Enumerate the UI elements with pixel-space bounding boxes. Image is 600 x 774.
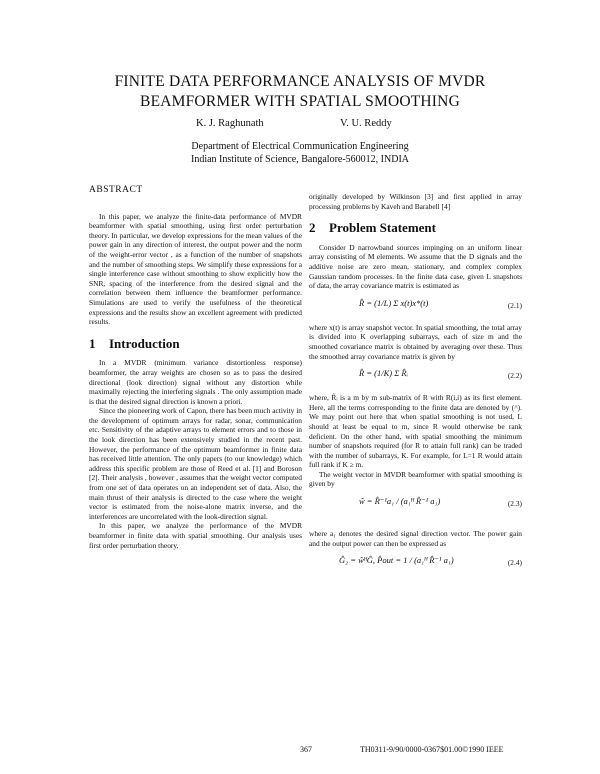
left-column [89, 186, 302, 550]
equation-2-4 [309, 550, 522, 578]
equation-2-4-body: Ĝ₂ = ŵᴴĜ, P̂out = 1 / (a₁ᴴ R̂⁻¹ a₁) [339, 555, 454, 566]
equation-2-3 [309, 491, 522, 527]
affiliation-line-2: Indian Institute of Science, Bangalore-560012, INDIA [191, 154, 409, 165]
publication-code: TH0311-9/90/0000-0367$01.00©1990 IEEE [360, 745, 504, 754]
affiliation-line-1: Department of Electrical Communication Engineering [191, 141, 409, 152]
problem-paragraph-2: where x(t) is array snapshot vector. In spatial smoothing, the total array is divided into K overlapping subarrays, each of size m and the smoothed covariance matrix is obtained by averaging over these. Thus the smoothed array covariance matrix is given by [309, 322, 522, 361]
authors [0, 118, 600, 134]
equation-2-1 [309, 293, 522, 321]
intro-paragraph-2: Since the pioneering work of Capon, there has been much activity in the development of optimum arrays for radar, sonar, communication etc. Sensitivity of the adaptive arrays to element errors and to those in the look direction has been extensively studied in the recent past. However, the performance of the optimum beamformer in finite data has received little attention. The only papers (to our knowledge) which address this specific problem are those of Reed et al. [1] and Boroson [2]. Their analysis , however , assumes that the weight vector computed from one set of data operates on an independent set of data. Also, the main thrust of their analysis is directed to the case where the weight vector is estimated from the noise-alone matrix inverse, and the interferences are uncorrelated with the look-direction signal. [89, 406, 302, 521]
intro-paragraph-3: In this paper, we analyze the performance of the MVDR beamformer in finite data with spatial smoothing. Our analysis uses first order perturbation theory, [89, 521, 302, 550]
section-2-heading [309, 220, 522, 236]
author-1: K. J. Raghunath [196, 118, 264, 129]
affiliation [0, 140, 600, 166]
equation-2-2 [309, 363, 522, 391]
right-column [309, 192, 522, 580]
section-2-number: 2 [309, 220, 316, 236]
paper-title [0, 72, 600, 112]
problem-paragraph-3: where, R̂ᵢ is a m by m sub-matrix of R with R(i,i) as its first element. Here, all the terms corresponding to the finite data are denoted by (^). We may point out here that when spatial smoothing is not used, L should at least be equal to m, since R would otherwise be rank deficient. On the other hand, with spatial smoothing the minimum number of snapshots required (for R to attain full rank) can be traded with the number of subarrays, K. For example, for L=1 R would attain full rank if K ≥ m. [309, 393, 522, 470]
equation-2-4-label: (2.4) [507, 558, 522, 568]
title-line-1: FINITE DATA PERFORMANCE ANALYSIS OF MVDR [114, 73, 486, 90]
section-2-title: Problem Statement [329, 220, 436, 236]
author-2: V. U. Reddy [340, 118, 392, 129]
page-number: 367 [300, 745, 312, 754]
section-1-number: 1 [89, 335, 96, 351]
problem-paragraph-4: The weight vector in MVDR beamformer with spatial smoothing is given by [309, 469, 522, 489]
right-lead-text: originally developed by Wilkinson [3] and first applied in array processing problems by Kaveh and Barabell [4] [309, 192, 522, 211]
problem-paragraph-5: where a₁ denotes the desired signal direction vector. The power gain and the output power can then be expressed as [309, 529, 522, 548]
section-1-title: Introduction [109, 335, 180, 351]
equation-2-1-body: R̂ = (1/L) Σ x(t)x*(t) [359, 297, 429, 308]
intro-paragraph-1: In a MVDR (minimum variance distortionless response) beamformer, the array weights are chosen so as to pass the desired directional (look direction) signal without any distortion while maximally rejecting the interfering signals . The only assumption made is that the desired signal direction is known a priori. [89, 358, 302, 406]
section-1-heading [89, 335, 302, 351]
abstract-text: In this paper, we analyze the finite-data performance of MVDR beamformer with spatial smoothing, using first order perturbation theory. In particular, we develop expressions for the mean values of the power gain in any direction of interest, the output power and the norm of the weight-error vector , as a function of the number of snapshots and the number of smoothing steps. We simplify these expressions for a single interference case without smoothing to show explicitly how the SNR, spacing of the interference from the desired signal and the correlation between them influence the beamformer performance. Simulations are used to verify the usefulness of the theoretical expressions and the results show an excellent agreement with predicted results. [89, 211, 302, 327]
equation-2-3-body: ŵ = R̂⁻¹a₁ / (a₁ᴴ R̂⁻¹ a₁) [359, 496, 441, 507]
problem-paragraph-1: Consider D narrowband sources impinging on an uniform linear array consisting of M elements. We assume that the D signals and the additive noise are zero mean, stationary, and complex complex Gaussian random processes. In the finite data case, given L snapshots of data, the array covariance matrix is estimated as [309, 242, 522, 291]
abstract-heading: ABSTRACT [89, 185, 143, 195]
equation-2-2-body: R̂ = (1/K) Σ R̂ᵢ [359, 368, 408, 379]
title-line-2: BEAMFORMER WITH SPATIAL SMOOTHING [140, 93, 460, 110]
equation-2-1-label: (2.1) [507, 300, 522, 310]
equation-2-3-label: (2.3) [507, 499, 522, 509]
equation-2-2-label: (2.2) [507, 371, 522, 381]
